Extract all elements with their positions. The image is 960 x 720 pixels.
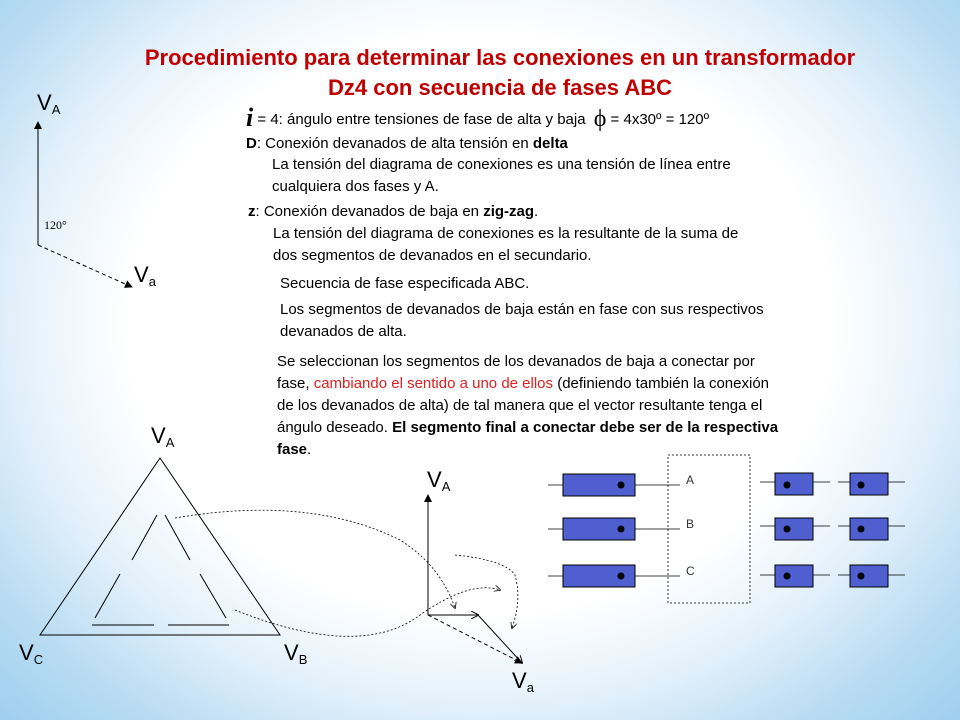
label-vlow-top: $V_a$ (134, 262, 156, 289)
index-text: = 4: ángulo entre tensiones de fase de alta y baja (257, 111, 586, 128)
zigzag-line (248, 202, 538, 222)
select-text-2-red: cambiando el sentido a uno de ellos (313, 375, 554, 392)
zigzag-label: z (248, 203, 256, 220)
bus-label-c: C (686, 564, 695, 578)
phasor-vlow-line (38, 245, 132, 287)
mapping-curve-3 (455, 555, 518, 628)
label-vlow-bottom: $V_a$ (512, 668, 534, 695)
delta-desc-1: La tensión del diagrama de conexiones es una tensión de línea entre (272, 156, 731, 173)
zigzag-desc-2: dos segmentos de devanados en el secundario. (273, 247, 592, 264)
phasor-bottom-segment (478, 615, 522, 663)
select-text-1: Se seleccionan los segmentos de los devanados de baja a conectar por (277, 353, 755, 370)
zigzag-text: : Conexión devanados de baja en (255, 203, 484, 220)
select-text-2b: (definiendo también la conexión (553, 375, 770, 392)
low-voltage-windings (760, 473, 905, 587)
select-text-4 (277, 418, 778, 438)
segments-text-1: Los segmentos de devanados de baja están en fase con sus respectivos (280, 301, 764, 318)
angle-label: 120° (44, 218, 67, 232)
phasor-bottom-vlow-line (428, 615, 522, 663)
delta-text: : Conexión devanados de alta tensión en (256, 135, 533, 152)
zigzag-dot: . (534, 203, 539, 220)
delta-triangle (40, 458, 280, 635)
high-voltage-windings (548, 474, 680, 587)
phi-symbol: ϕ (593, 106, 607, 132)
delta-label: D (246, 135, 257, 152)
mapping-curve-1 (175, 510, 455, 608)
delta-desc-2: cualquiera dos fases y A. (272, 178, 439, 195)
bus-label-a: A (686, 473, 695, 487)
label-triangle-va: $V_A$ (151, 423, 175, 450)
select-text-2 (277, 374, 769, 394)
select-text-5 (277, 440, 311, 460)
bus-frame (668, 455, 750, 603)
delta-bold: delta (532, 135, 568, 152)
select-text-2a: fase, (277, 375, 314, 392)
select-text-3: de los devanados de alta) de tal manera que el vector resultante tenga el (277, 397, 763, 414)
label-triangle-vb: $V_B$ (284, 640, 308, 667)
select-text-4-bold: El segmento final a conectar debe ser de la respectiva (392, 419, 779, 436)
mapping-curve-2 (235, 588, 500, 637)
zigzag-bold: zig-zag (483, 203, 535, 220)
select-text-5-bold: fase (277, 441, 308, 458)
segments-text-2: devanados de alta. (280, 323, 407, 340)
select-text-5-dot: . (307, 441, 312, 458)
label-va-top: $V_A$ (37, 90, 61, 117)
index-symbol: i (246, 103, 254, 132)
bus-label-b: B (686, 517, 695, 531)
phi-text: = 4x30º = 120º (610, 111, 710, 128)
zigzag-desc-1: La tensión del diagrama de conexiones es la resultante de la suma de (273, 225, 739, 242)
delta-line (246, 134, 568, 154)
label-triangle-vc: $V_C$ (19, 640, 44, 667)
select-text-4a: ángulo deseado. (277, 419, 393, 436)
title-line-2: Dz4 con secuencia de fases ABC (328, 75, 672, 100)
sequence-text: Secuencia de fase especificada ABC. (280, 275, 530, 292)
label-va-bottom: $V_A$ (427, 467, 451, 494)
index-line (246, 103, 710, 132)
title-line-1: Procedimiento para determinar las conexiones en un transformador (144, 45, 856, 70)
zigzag-segments (92, 515, 229, 625)
